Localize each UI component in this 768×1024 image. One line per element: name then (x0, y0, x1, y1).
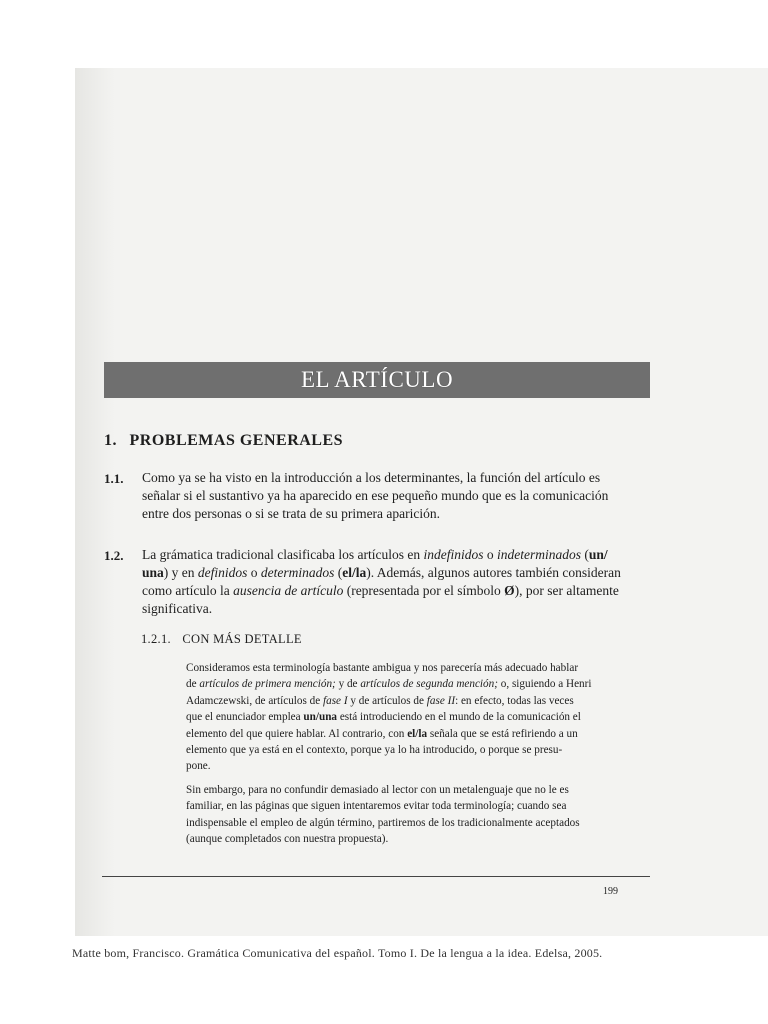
section-number: 1. (104, 432, 117, 449)
paragraph-line: significativa. (142, 601, 213, 616)
paragraph-line: elemento del que quiere hablar. Al contrario, con el/la señala que se está refiriendo a un (186, 727, 578, 740)
paragraph-line: Sin embargo, para no confundir demasiado al lector con un metalenguaje que no le es (186, 784, 569, 796)
footer-rule (102, 876, 650, 877)
section-title: PROBLEMAS GENERALES (129, 432, 344, 449)
paragraph-line: señalar si el sustantivo ya ha aparecido en ese pequeño mundo que es la comunicación (142, 488, 609, 503)
subsection-paragraph-1 (186, 660, 652, 775)
citation-caption: Matte bom, Francisco. Gramática Comunicativa del español. Tomo I. De la lengua a la idea. Edelsa, 2005. (72, 946, 603, 960)
subsection-number: 1.2.1. (141, 632, 171, 646)
paragraph-1-2 (142, 546, 657, 618)
paragraph-1-1-number: 1.1. (104, 471, 124, 486)
paragraph-line: Como ya se ha visto en la introducción a los determinantes, la función del artículo es (142, 470, 601, 485)
paragraph-line: como artículo la ausencia de artículo (representada por el símbolo Ø), por ser altamente (142, 583, 619, 598)
paragraph-line: (aunque completados con nuestra propuesta). (186, 833, 389, 846)
paragraph-line: que el enunciador emplea un/una está introduciendo en el mundo de la comunicación el (186, 711, 581, 724)
subsection-heading (141, 632, 302, 647)
paragraph-1-1 (142, 469, 652, 523)
paragraph-line: entre dos personas o si se trata de su primera aparición. (142, 506, 441, 521)
paragraph-line: La grámatica tradicional clasificaba los artículos en indefinidos o indeterminados (un/ (142, 547, 608, 562)
paragraph-line: indispensable el empleo de algún término, partiremos de los tradicionalmente aceptados (186, 816, 580, 829)
section-heading (104, 432, 343, 450)
paragraph-line: Adamczewski, de artículos de fase I y de artículos de fase II: en efecto, todas las veces (186, 694, 574, 707)
chapter-title: EL ARTÍCULO (300, 367, 454, 392)
subsection-paragraph-2 (186, 782, 652, 848)
paragraph-line: Consideramos esta terminología bastante ambigua y nos parecería más adecuado hablar (186, 662, 579, 674)
subsection-title: CON MÁS DETALLE (182, 632, 302, 646)
page-edge-shadow (75, 68, 115, 936)
paragraph-line: elemento que ya está en el contexto, porque ya lo ha introducido, o porque se presu- (186, 744, 563, 757)
paragraph-line: una) y en definidos o determinados (el/la). Además, algunos autores también consideran (142, 565, 621, 580)
paragraph-1-2-number: 1.2. (104, 548, 124, 563)
paragraph-line: pone. (186, 760, 211, 773)
paragraph-line: familiar, en las páginas que siguen intentaremos evitar toda terminología; cuando sea (186, 800, 567, 813)
chapter-title-bar (104, 362, 650, 398)
page-number: 199 (603, 886, 618, 897)
paragraph-line: de artículos de primera mención; y de artículos de segunda mención; o, siguiendo a Henri (186, 678, 592, 691)
